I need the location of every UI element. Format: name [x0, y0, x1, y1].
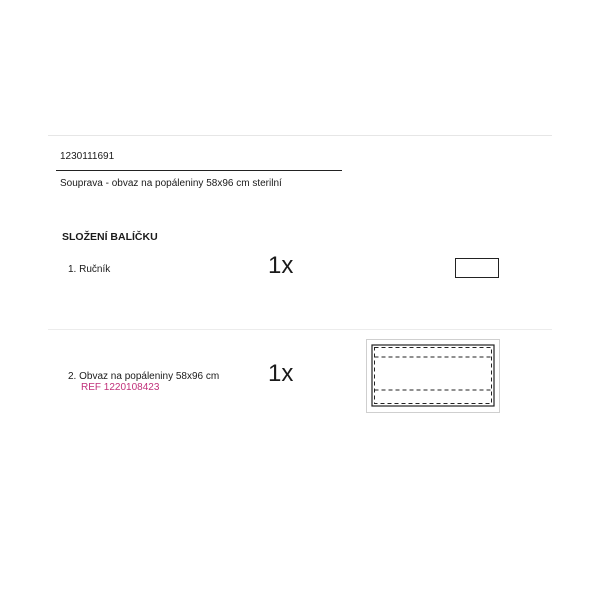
folded-burn-dressing-icon: [366, 339, 500, 413]
document-number-underline: [56, 170, 342, 171]
item-2-label: 2. Obvaz na popáleniny 58x96 cm: [68, 371, 220, 382]
item-1-quantity: 1x: [268, 252, 294, 279]
item-2-quantity: 1x: [268, 360, 294, 387]
towel-outline-icon: [455, 258, 499, 278]
item-1-label: 1. Ručník: [68, 264, 111, 275]
composition-heading: SLOŽENÍ BALÍČKU: [62, 231, 158, 243]
document-title: Souprava - obvaz na popáleniny 58x96 cm sterilní: [60, 178, 282, 189]
header-divider: [48, 135, 552, 136]
item-2-ref: REF 1220108423: [81, 382, 160, 393]
document-number: 1230111691: [60, 151, 115, 162]
item-separator: [48, 329, 552, 330]
